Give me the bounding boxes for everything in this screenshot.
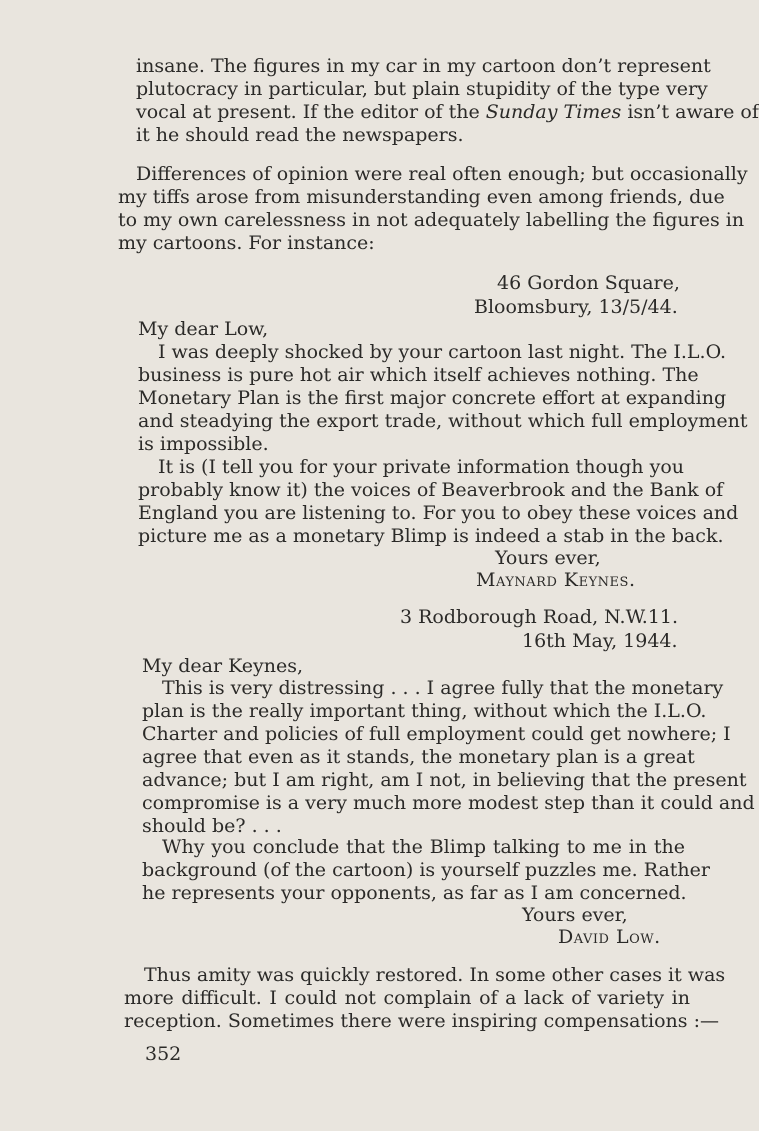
text-line: and steadying the export trade, without which full employment	[138, 410, 748, 432]
text-line: Charter and policies of full employment could get nowhere; I	[142, 723, 731, 745]
intro-paragraph	[118, 163, 748, 255]
text-line: advance; but I am right, am I not, in believing that the present	[142, 769, 747, 791]
keynes-salutation: My dear Low,	[138, 318, 269, 340]
text-line: should be? . . .	[142, 815, 282, 837]
text-line: Why you conclude that the Blimp talking to me in the	[162, 836, 685, 858]
low-letter-para1	[142, 677, 755, 838]
low-address-line2: 16th May, 1944.	[522, 630, 678, 652]
text-line: probably know it) the voices of Beaverbrook and the Bank of	[138, 479, 724, 501]
text-line: Thus amity was quickly restored. In some other cases it was	[144, 964, 726, 986]
text-line: picture me as a monetary Blimp is indeed a stab in the back.	[138, 525, 724, 547]
text-line: my cartoons. For instance:	[118, 232, 375, 254]
text-line: business is pure hot air which itself achieves nothing. The	[138, 364, 699, 386]
keynes-closing: Yours ever,	[495, 547, 601, 569]
newspaper-title: Sunday Times	[485, 101, 622, 123]
low-closing: Yours ever,	[522, 904, 628, 926]
low-letter-para2	[142, 836, 710, 905]
keynes-address-line1: 46 Gordon Square,	[497, 272, 680, 294]
text-line: he represents your opponents, as far as I am concerned.	[142, 882, 687, 904]
keynes-signature: Maynard Keynes.	[476, 569, 636, 591]
low-address-line1: 3 Rodborough Road, N.W.11.	[400, 606, 679, 628]
text-line: to my own carelessness in not adequately labelling the figures in	[118, 209, 745, 231]
text-line: Monetary Plan is the first major concrete effort at expanding	[138, 387, 727, 409]
text-line: it he should read the newspapers.	[136, 124, 464, 146]
text-line: background (of the cartoon) is yourself puzzles me. Rather	[142, 859, 710, 881]
text-fragment: isn’t aware of	[621, 101, 759, 123]
text-line: is impossible.	[138, 433, 269, 455]
text-line: plutocracy in particular, but plain stupidity of the type very	[136, 78, 708, 100]
text-line: I was deeply shocked by your cartoon last night. The I.L.O.	[158, 341, 727, 363]
text-line: plan is the really important thing, without which the I.L.O.	[142, 700, 707, 722]
text-line: compromise is a very much more modest step than it could and	[142, 792, 755, 814]
keynes-address-line2: Bloomsbury, 13/5/44.	[474, 296, 678, 318]
closing-paragraph	[124, 964, 726, 1033]
text-line: England you are listening to. For you to obey these voices and	[138, 502, 739, 524]
text-line: Differences of opinion were real often enough; but occasionally	[136, 163, 748, 185]
text-line: my tiffs arose from misunderstanding even among friends, due	[118, 186, 725, 208]
text-line: reception. Sometimes there were inspiring compensations :—	[124, 1010, 719, 1032]
text-line: It is (I tell you for your private information though you	[158, 456, 684, 478]
text-line: insane. The figures in my car in my cartoon don’t represent	[136, 55, 711, 77]
low-signature: David Low.	[558, 926, 661, 948]
text-line: more difficult. I could not complain of a lack of variety in	[124, 987, 690, 1009]
keynes-letter-para2	[138, 456, 739, 548]
page-number: 352	[145, 1043, 182, 1065]
opening-paragraph	[136, 55, 759, 147]
keynes-letter-para1	[138, 341, 748, 456]
low-salutation: My dear Keynes,	[142, 655, 304, 677]
text-line: This is very distressing . . . I agree fully that the monetary	[162, 677, 724, 699]
text-fragment: vocal at present. If the editor of the	[136, 101, 486, 123]
text-line: agree that even as it stands, the monetary plan is a great	[142, 746, 695, 768]
text-line	[136, 101, 759, 124]
